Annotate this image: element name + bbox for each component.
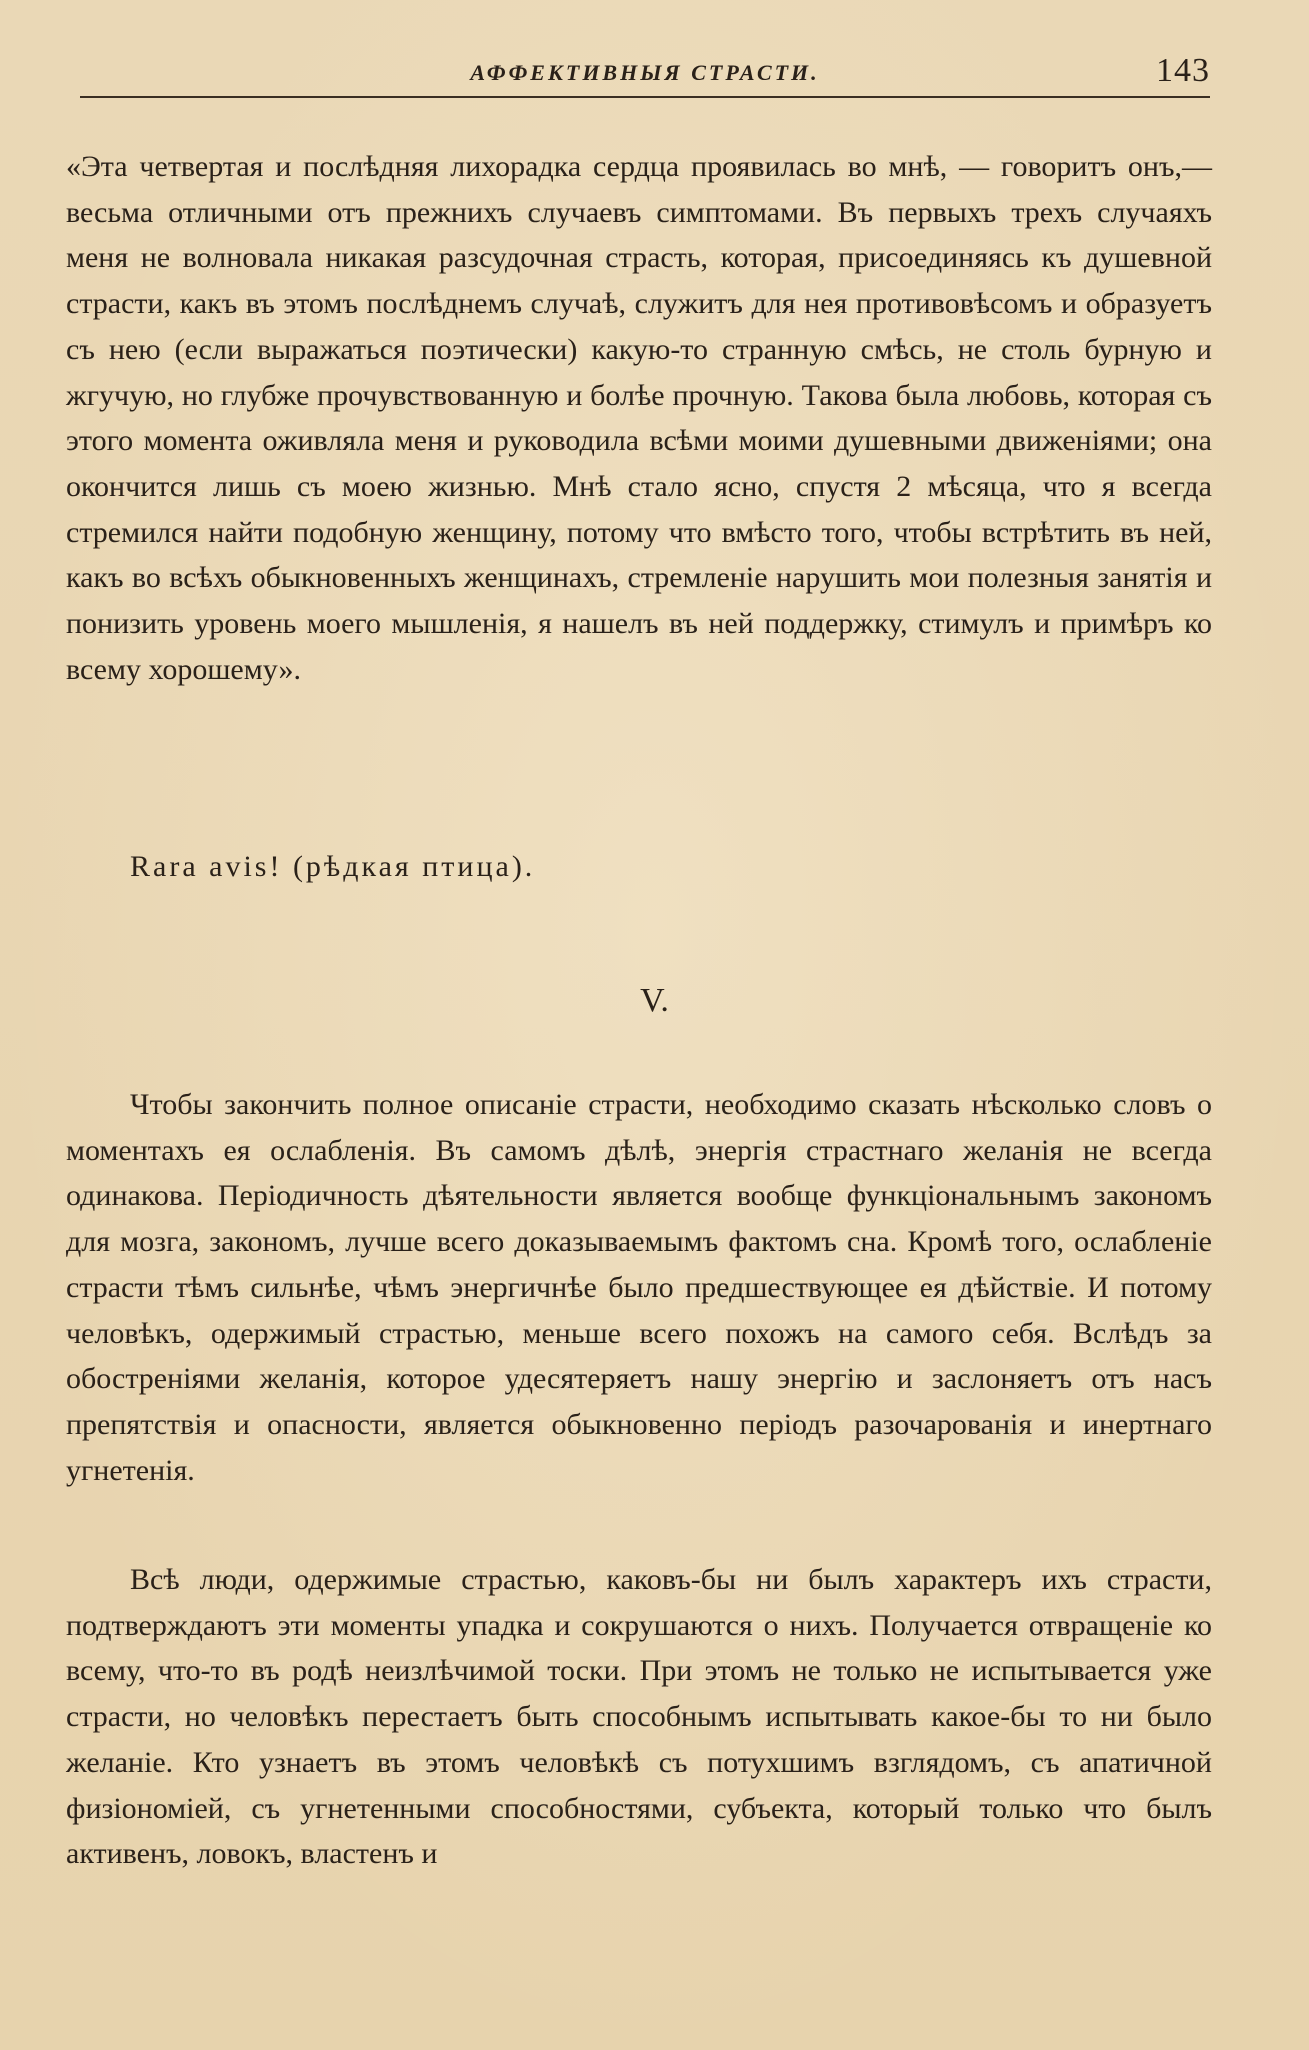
section-number: V. [640, 982, 669, 1019]
paragraph-3: Всѣ люди, одержимые страстью, каковъ-бы ни былъ характеръ ихъ страсти, подтверждаютъ эти моменты упадка и сокрушаются о нихъ. Получается отвращеніе ко всему, что-то въ родѣ неизлѣчимой тоски. При этомъ не только не испытывается уже страсти, но человѣкъ перестаетъ быть способнымъ испытывать какое-бы то ни было желаніе. Кто узнаетъ въ этомъ человѣкѣ съ потухшимъ взглядомъ, съ апатичной физіономіей, съ угнетенными способностями, субъекта, который только что былъ активенъ, ловокъ, властенъ и [66, 1563, 1212, 1871]
quote-block [66, 144, 1212, 692]
rara-avis-line: Rara avis! (рѣдкая птица). [130, 850, 536, 883]
paragraph-2: Чтобы закончить полное описаніе страсти, необходимо сказать нѣсколько словъ о моментахъ ея ослабленія. Въ самомъ дѣлѣ, энергія страстнаго желанія не всегда одинакова. Періодичность дѣятельности является вообще функціональнымъ закономъ для мозга, закономъ, лучше всего доказываемымъ фактомъ сна. Кромѣ того, ослабленіе страсти тѣмъ сильнѣе, чѣмъ энергичнѣе было предшествующее ея дѣйствіе. И потому человѣкъ, одержимый страстью, меньше всего похожъ на самого себя. Вслѣдъ за обостреніями желанія, которое удесятеряетъ нашу энергію и заслоняетъ отъ насъ препятствія и опасности, является обыкновенно періодъ разочарованія и инертнаго угнетенія. [66, 1088, 1212, 1487]
running-title: АФФЕКТИВНЫЯ СТРАСТИ. [470, 60, 820, 85]
page-number: 143 [1156, 52, 1210, 89]
section-body-2 [66, 1557, 1212, 1877]
page-header [80, 48, 1210, 98]
section-body-1 [66, 1082, 1212, 1493]
quote-paragraph: «Эта четвертая и послѣдняя лихорадка сердца проявилась во мнѣ, — говоритъ онъ,—весьма отличными отъ прежнихъ случаевъ симптомами. Въ первыхъ трехъ случаяхъ меня не волновала никакая разсудочная страсть, которая, присоединяясь къ душевной страсти, какъ въ этомъ послѣднемъ случаѣ, служитъ для нея противовѣсомъ и образуетъ съ нею (если выражаться поэтически) какую-то странную смѣсь, не столь бурную и жгучую, но глубже прочувствованную и болѣе прочную. Такова была любовь, которая съ этого момента оживляла меня и руководила всѣми моими душевными движеніями; она окончится лишь съ моею жизнью. Мнѣ стало ясно, спустя 2 мѣсяца, что я всегда стремился найти подобную женщину, потому что вмѣсто того, чтобы встрѣтить въ ней, какъ во всѣхъ обыкновенныхъ женщинахъ, стремленіе нарушить мои полезныя занятія и понизить уровень моего мышленія, я нашелъ въ ней поддержку, стимулъ и примѣръ ко всему хорошему». [66, 150, 1212, 686]
